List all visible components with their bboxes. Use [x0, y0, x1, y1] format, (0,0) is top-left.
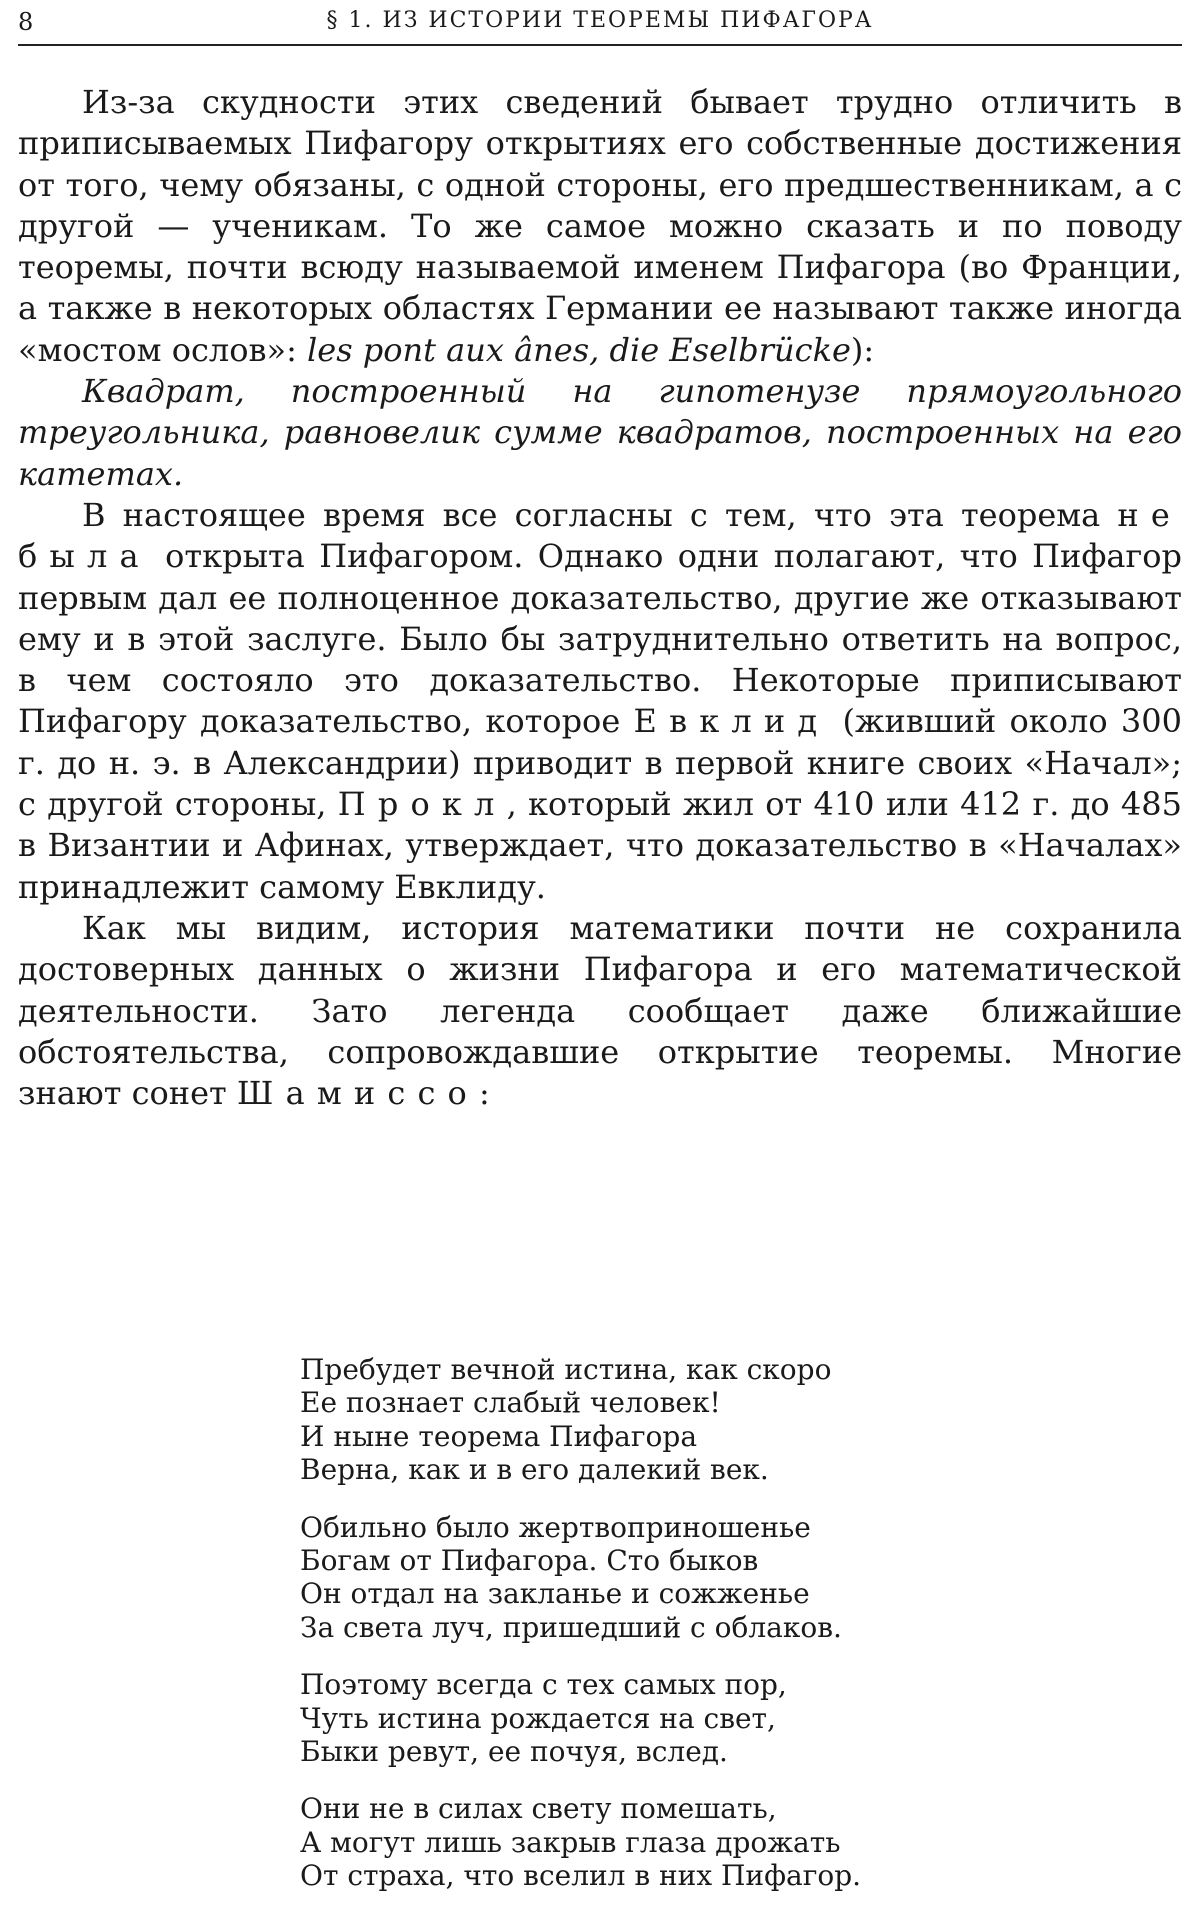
paragraph-4	[18, 908, 1182, 1114]
poem-line: И ныне теорема Пифагора	[300, 1419, 698, 1453]
paragraph-3-d: , который жил от 410 или 412 г. до 485 в Византии и Афинах, утверждает, что доказательство в «Началах» принадлежит самому Евклиду.	[18, 785, 1183, 906]
spaced-ne-byla: не была	[18, 495, 1182, 576]
poem-line: За света луч, пришедший с облаков.	[300, 1610, 842, 1644]
paragraph-1-text: Из-за скудности этих сведений бывает трудно отличить в приписываемых Пифагору открытиях его собственные достижения от того, чему обязаны, с одной стороны, его предшественникам, а с другой — ученикам. То же самое можно сказать и по поводу теоремы, почти всюду называемой именем Пифагора (во Франции, а также в некоторых областях Германии ее называют также иногда «мостом ослов»:	[18, 83, 1182, 369]
paragraph-3-b: открыта Пифагором. Однако одни полагают, что Пифагор первым дал ее полноценное доказательство, другие же отказывают ему и в этой заслуге. Было бы затруднительно ответить на вопрос, в чем состояло это доказательство. Некоторые приписывают Пифагору доказательство, которое	[18, 537, 1182, 741]
poem-line: Верна, как и в его далекий век.	[300, 1453, 769, 1487]
paragraph-3-c: (живший около 300 г. до н. э. в Александрии) приводит в первой книге своих «Начал»; с другой стороны,	[18, 702, 1183, 824]
spaced-euclid: Евклид	[633, 702, 830, 741]
theorem-text: Квадрат, построенный на гипотенузе прямоугольного треугольника, равновелик сумме квадратов, построенных на его катетах.	[18, 372, 1182, 493]
paragraph-1	[18, 82, 1182, 371]
spaced-chamisso: Шамиссо	[236, 1074, 479, 1113]
poem-line: Он отдал на закланье и сожженье	[300, 1577, 810, 1611]
paragraph-4-b: :	[478, 1074, 490, 1113]
paragraph-4-a: Как мы видим, история математики почти не сохранила достоверных данных о жизни Пифагора и его математической деятельности. Зато легенда сообщает даже ближайшие обстоятельства, сопровождавшие открытие теоремы. Многие знают сонет	[18, 908, 1182, 1113]
poem-line: Они не в силах свету помешать,	[300, 1792, 777, 1826]
page-header	[18, 6, 1182, 40]
paragraph-1-tail: ):	[850, 330, 875, 369]
book-page	[18, 0, 1182, 1929]
poem-line: Поэтому всегда с тех самых пор,	[300, 1668, 787, 1702]
stanza-3	[300, 1668, 1100, 1768]
poem-line: Быки ревут, ее почуя, вслед.	[300, 1735, 728, 1769]
theorem-statement	[18, 371, 1182, 495]
stanza-1	[300, 1353, 1100, 1487]
sonnet	[300, 1353, 1100, 1917]
paragraph-3-a: В настоящее время все согласны с тем, что эта теорема	[82, 495, 1118, 534]
spaced-proclus: Прокл	[337, 785, 507, 824]
page-number: 8	[18, 8, 34, 36]
stanza-2	[300, 1511, 1100, 1645]
poem-line: От страха, что вселил в них Пифагор.	[300, 1859, 862, 1893]
running-title: § 1. ИЗ ИСТОРИИ ТЕОРЕМЫ ПИФАГОРА	[326, 8, 874, 33]
poem-line: Пребудет вечной истина, как скоро	[300, 1353, 832, 1386]
poem-line: А могут лишь закрыв глаза дрожать	[300, 1825, 841, 1859]
poem-line: Обильно было жертвоприношенье	[300, 1510, 811, 1544]
stanza-4	[300, 1792, 1100, 1892]
poem-line: Ее познает слабый человек!	[300, 1386, 721, 1420]
paragraph-1-italic: les pont aux ânes, die Eselbrücke	[307, 330, 851, 369]
body-text	[18, 82, 1182, 1114]
poem-line: Чуть истина рождается на свет,	[300, 1701, 776, 1735]
header-rule	[18, 44, 1182, 46]
poem-line: Богам от Пифагора. Сто быков	[300, 1544, 759, 1578]
paragraph-3	[18, 495, 1182, 908]
